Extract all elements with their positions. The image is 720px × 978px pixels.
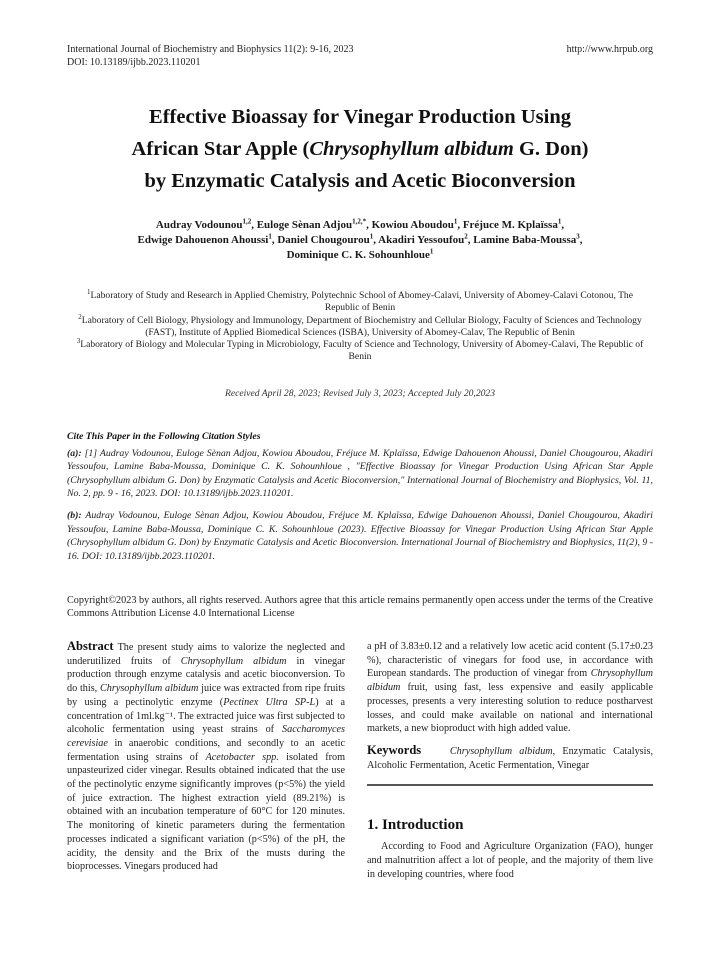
journal-url[interactable]: http://www.hrpub.org — [566, 44, 653, 55]
author-name: Akadiri Yessoufou — [378, 234, 465, 246]
author-affiliation-marker: 1 — [369, 232, 374, 241]
title-line-3: by Enzymatic Catalysis and Acetic Bioconversion — [144, 170, 576, 192]
title-line-2-post: G. Don) — [513, 138, 589, 160]
right-column — [367, 640, 653, 881]
affiliation-marker: 1 — [87, 287, 91, 296]
author-name: Kowiou Aboudou — [371, 219, 454, 231]
doi-line: DOI: 10.13189/ijbb.2023.110201 — [67, 57, 201, 68]
affiliation-text: Laboratory of Biology and Molecular Typing in Microbiology, Faculty of Science and Technology, University of Abomey-Calavi, The Republic of Benin — [80, 339, 644, 363]
citation-a-text: [1] Audray Vodounou, Euloge Sènan Adjou, Kowiou Aboudou, Fréjuce M. Kplaïssa, Edwige Dahouenon Ahoussi, Daniel Chougourou, Akadiri Yessoufou, Lamine Baba-Moussa, Dominique C. K. Sohounhloue , "Effective Bioassay for Vinegar Production Using African Star Apple (Chrysophyllum albidum G. Don) by Enzymatic Catalysis and Acetic Bioconversion," International Journal of Biochemistry and Biophysics, Vol. 11, No. 2, pp. 9 - 16, 2023. DOI: 10.13189/ijbb.2023.110201. — [67, 447, 653, 500]
citation-a-label: (a): — [67, 447, 82, 459]
author-affiliation-marker: 2 — [464, 232, 468, 241]
citation-heading: Cite This Paper in the Following Citation Styles — [67, 431, 261, 442]
affiliation-text: Laboratory of Cell Biology, Physiology and Immunology, Department of Biochemistry and Cellular Biology, Faculty of Sciences and Technology (FAST), Institute of Applied Biomedical Sciences (ISBA), University of Abomey-Calav, The Republic of Benin — [81, 314, 642, 338]
author-name: Audray Vodounou — [155, 219, 243, 231]
affiliation-text: Laboratory of Study and Research in Applied Chemistry, Polytechnic School of Abomey-Calavi, University of Abomey-Calavi Cotonou, The Republic of Benin — [90, 290, 633, 314]
keywords-label: Keywords — [367, 742, 422, 757]
affiliations — [70, 287, 650, 364]
title-species-name: Chrysophyllum albidum — [309, 138, 514, 160]
abstract-italic-term: Chrysophyllum albidum — [99, 683, 199, 695]
citation-b-text: Audray Vodounou, Euloge Sènan Adjou, Kowiou Aboudou, Fréjuce M. Kplaïssa, Edwige Dahouenon Ahoussi, Daniel Chougourou, Akadiri Yessoufou, Lamine Baba-Moussa, Dominique C. K. Sohounhloue (2023). Effective Bioassay for Vinegar Production Using African Star Apple (Chrysophyllum albidum G. Don) by Enzymatic Catalysis and Acetic Bioconversion. International Journal of Biochemistry and Biophysics, 11(2), 9 - 16. DOI: 10.13189/ijbb.2023.110201. — [67, 509, 653, 562]
title-line-1: Effective Bioassay for Vinegar Production Using — [149, 106, 571, 128]
abstract-text: juice was extracted from ripe fruits by using a pectinolytic enzyme ( — [67, 683, 345, 708]
affiliation — [70, 287, 650, 315]
keywords — [367, 744, 653, 772]
affiliation-marker: 2 — [78, 312, 82, 321]
author-name: Fréjuce M. Kplaïssa — [462, 219, 558, 231]
abstract-text: fruit, using fast, less expensive and easily applicable processes, presents a very interesting solution to reduce postharvest losses, and could make available on national and international markets, a new bioproduct with high added value. — [367, 682, 653, 735]
author-affiliation-marker: 1,2 — [242, 217, 252, 226]
abstract-text: isolated from unpasteurized cider vinegar. Results obtained indicated that the use of the pectinolytic enzyme significantly improves (p<5%) the yield of juice extraction. The highest extraction yield (89.21%) is obtained with an incubation temperature of 60°C for 120 minutes. The monitoring of kinetic parameters during the fermentation processes indicated a significant variation (p<5%) of the pH, the acidity, the density and the Brix of the musts during the bioprocesses. Vinegars produced had — [67, 751, 345, 873]
keywords-species: Chrysophyllum albidum — [449, 745, 553, 757]
affiliation — [70, 312, 650, 340]
author-name: Dominique C. K. Sohounhloue — [286, 249, 430, 261]
author-name: Euloge Sènan Adjou — [256, 219, 353, 231]
copyright-notice: Copyright©2023 by authors, all rights reserved. Authors agree that this article remains permanently open access under the terms of the Creative Commons Attribution License 4.0 International License — [67, 595, 653, 619]
affiliation — [70, 339, 650, 364]
paper-title — [60, 101, 660, 197]
abstract-italic-term: Pectinex Ultra SP-L — [223, 696, 316, 708]
author-name: Edwige Dahouenon Ahoussi — [137, 234, 269, 246]
abstract-italic-term: Chrysophyllum albidum — [180, 655, 287, 667]
abstract — [67, 640, 345, 874]
author-list: Audray Vodounou$^{1,2}$, Euloge Sènan Adjou$^{1,2,*}$, Kowiou Aboudou$^1$, Fréjuce M. Kplaïssa$^1$, Edwige Dahouenon Ahoussi$^1$, Daniel Chougourou$^1$, Akadiri Yessoufou$^2$, Lamine Baba-Moussa$^3$, Dominique C. K. Sohounhloue$^1$ — [137, 217, 583, 261]
section-divider — [367, 784, 653, 786]
abstract-continued — [367, 640, 653, 736]
citation-b-label: (b): — [67, 509, 82, 521]
author-affiliation-marker: 3 — [576, 232, 580, 241]
introduction-body: According to Food and Agriculture Organization (FAO), hunger and malnutrition affect a lot of people, and the majority of them live in developing countries, where food — [367, 841, 653, 880]
author-affiliation-marker: 1 — [268, 232, 272, 241]
author-affiliation-marker: 1 — [557, 217, 562, 226]
abstract-text: The present study aims to valorize the neglected and underutilized fruits of — [67, 642, 345, 667]
abstract-text: in vinegar production through enzyme catalysis and acetic bioconversion. To do this, — [67, 655, 345, 695]
abstract-text: in anaerobic conditions, and secondly to an acetic fermentation using strains of — [67, 737, 345, 763]
left-column — [67, 640, 345, 874]
citation-style-b — [67, 509, 653, 563]
author-name: Lamine Baba-Moussa — [473, 234, 577, 246]
author-affiliation-marker: 1 — [453, 217, 458, 226]
title-line-2 — [60, 133, 660, 165]
journal-citation-line: International Journal of Biochemistry and Biophysics 11(2): 9-16, 2023 — [67, 44, 354, 55]
author-affiliation-marker: 1,2,* — [352, 217, 367, 226]
abstract-italic-term: Saccharomyces cerevisiae — [67, 724, 345, 749]
abstract-text: a pH of 3.83±0.12 and a relatively low acetic acid content (5.17±0.23 %), characteristic of vinegars for food use, in accordance with European standards. The production of vinegar from — [367, 641, 653, 680]
title-line-2-pre: African Star Apple ( — [131, 138, 310, 160]
running-header — [67, 43, 653, 69]
citation-style-a — [67, 447, 653, 501]
introduction-heading: 1. Introduction — [367, 817, 464, 834]
author-name: Daniel Chougourou — [277, 234, 370, 246]
keywords-rest: , Enzymatic Catalysis, Alcoholic Fermentation, Acetic Fermentation, Vinegar — [367, 745, 653, 771]
affiliation-marker: 3 — [76, 337, 81, 345]
citation-styles — [67, 430, 653, 571]
abstract-italic-term: Chrysophyllum albidum — [367, 668, 653, 694]
received-dates: Received April 28, 2023; Revised July 3, 2023; Accepted July 20,2023 — [224, 388, 496, 399]
abstract-italic-term: Acetobacter spp. — [205, 751, 279, 763]
abstract-text: ) at a concentration of 1ml.kg⁻¹. The extracted juice was first subjected to alcoholic fermentation using yeast strains of — [67, 696, 345, 736]
author-affiliation-marker: 1 — [429, 247, 434, 256]
abstract-label: Abstract — [67, 639, 114, 653]
